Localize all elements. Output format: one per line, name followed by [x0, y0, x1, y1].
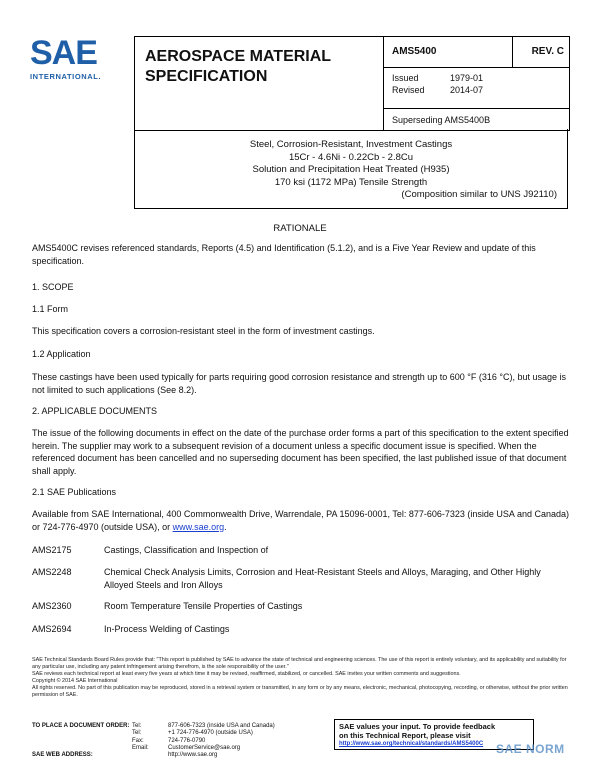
fine-print-line: SAE reviews each technical report at least every five years at which time it may be revised, reaffirmed, stabilized, or cancelled. SAE invites your written comments and suggestions. [32, 671, 461, 677]
email: CustomerService@sae.org [168, 744, 241, 751]
reference-row [32, 600, 572, 614]
revised-date: 2014-07 [450, 85, 484, 95]
document-type-title: AEROSPACE MATERIAL SPECIFICATION [145, 48, 331, 85]
section-2-1-heading: 2.1 SAE Publications [32, 487, 117, 497]
logo-mark: SAE [30, 34, 97, 72]
section-1-heading: 1. SCOPE [32, 282, 74, 292]
section-2-text: The issue of the following documents in effect on the date of the purchase order forms a part of this specification to the extent specified herein. The supplier may work to a subsequent revision of a document unless a specific document issue is specified. When the referenced document has been cancelled and no superseding document has been specified, the last published issue of that document shall apply. [32, 428, 569, 476]
section-2-1-text: Available from SAE International, 400 Commonwealth Drive, Warrendale, PA 15096-0001, Tel: 877-606-7323 (inside USA and Canada) or 724-776-4970 (outside USA), or www.sae.org. [32, 509, 569, 532]
phone-intl: +1 724-776-4970 (outside USA) [168, 730, 253, 737]
logo-subtitle: INTERNATIONAL. [30, 72, 102, 81]
revision: REV. C [531, 46, 564, 57]
title-line: (Composition similar to UNS J92110) [401, 189, 557, 200]
fine-print-line: All rights reserved. No part of this publication may be reproduced, stored in a retrieval system or transmitted, in any form or by any means, electronic, mechanical, photocopying, recording, or otherwise, without the prior written permission of SAE. [32, 685, 568, 698]
reference-title: Chemical Check Analysis Limits, Corrosion and Heat-Resistant Steels and Alloys, Maraging, and Other Highly Alloyed Steels and Iron Alloys [104, 567, 541, 590]
watermark: SAE NORM [496, 742, 565, 756]
reference-code: AMS2248 [32, 567, 72, 577]
superseding: Superseding AMS5400B [384, 108, 570, 130]
rationale-text: AMS5400C revises referenced standards, Reports (4.5) and Identification (5.1.2), and is a Five Year Review and update of this specification. [32, 243, 536, 266]
sae-logo [30, 36, 110, 81]
ams-number: AMS5400 [392, 46, 437, 57]
phone: 877-606-7323 (inside USA and Canada) [168, 723, 275, 729]
reference-title: Castings, Classification and Inspection of [104, 545, 269, 555]
header-info [383, 37, 570, 130]
fine-print [32, 657, 572, 699]
feedback-box: SAE values your input. To provide feedback on this Technical Report, please visit http://www.sae.org/technical/standards/AMS5400C [334, 719, 534, 750]
revised-row: Revised 2014-07 [392, 84, 562, 96]
title-line: Steel, Corrosion-Resistant, Investment Castings [249, 139, 453, 150]
header-box [134, 36, 570, 131]
feedback-link[interactable]: http://www.sae.org/technical/standards/AMS5400C [339, 741, 484, 747]
reference-row [32, 566, 572, 592]
title-line: 15Cr - 4.6Ni - 0.22Cb - 2.8Cu [288, 151, 414, 163]
reference-title: In-Process Welding of Castings [104, 624, 230, 634]
title-line: Solution and Precipitation Heat Treated (H935) [252, 164, 450, 175]
rationale-heading: RATIONALE [273, 223, 327, 234]
section-1-1-heading: 1.1 Form [32, 304, 69, 314]
section-1-2-text: These castings have been used typically for parts requiring good corrosion resistance and strength up to 600 °F (316 °C), but usage is not limited to such applications (See 8.2). [32, 372, 566, 395]
sae-link[interactable]: www.sae.org [172, 521, 225, 532]
section-2-heading: 2. APPLICABLE DOCUMENTS [32, 406, 158, 416]
issued-date: 1979-01 [450, 73, 484, 83]
material-title-box [134, 129, 568, 209]
title-line: 170 ksi (1172 MPa) Tensile Strength [274, 176, 428, 188]
section-1-2-heading: 1.2 Application [32, 349, 91, 359]
reference-code: AMS2175 [32, 545, 72, 555]
fine-print-line: Copyright © 2014 SAE International [32, 678, 118, 684]
reference-row [32, 623, 572, 637]
reference-row [32, 544, 572, 558]
order-contact: TO PLACE A DOCUMENT ORDER: Tel: 877-606-7323 (inside USA and Canada) Tel: +1 724-776-4970 (outside USA) Fax: 724-776-0790 Email: CustomerService@sae.org SAE WEB ADDRESS: http://www.sae.org [32, 723, 275, 759]
fax: 724-776-0790 [168, 737, 206, 744]
reference-title: Room Temperature Tensile Properties of Castings [104, 601, 303, 611]
reference-code: AMS2694 [32, 624, 72, 634]
web-address: http://www.sae.org [168, 752, 218, 759]
reference-code: AMS2360 [32, 601, 72, 611]
fine-print-line: SAE Technical Standards Board Rules provide that: "This report is published by SAE to advance the state of technical and engineering sciences. The use of this report is entirely voluntary, and its applicability and suitability for any particular use, including any patent infringement arising therefrom, is the sole responsibility of the user." [32, 657, 567, 670]
issued-row: Issued 1979-01 [392, 72, 562, 84]
section-1-1-text: This specification covers a corrosion-resistant steel in the form of investment castings. [32, 326, 375, 336]
